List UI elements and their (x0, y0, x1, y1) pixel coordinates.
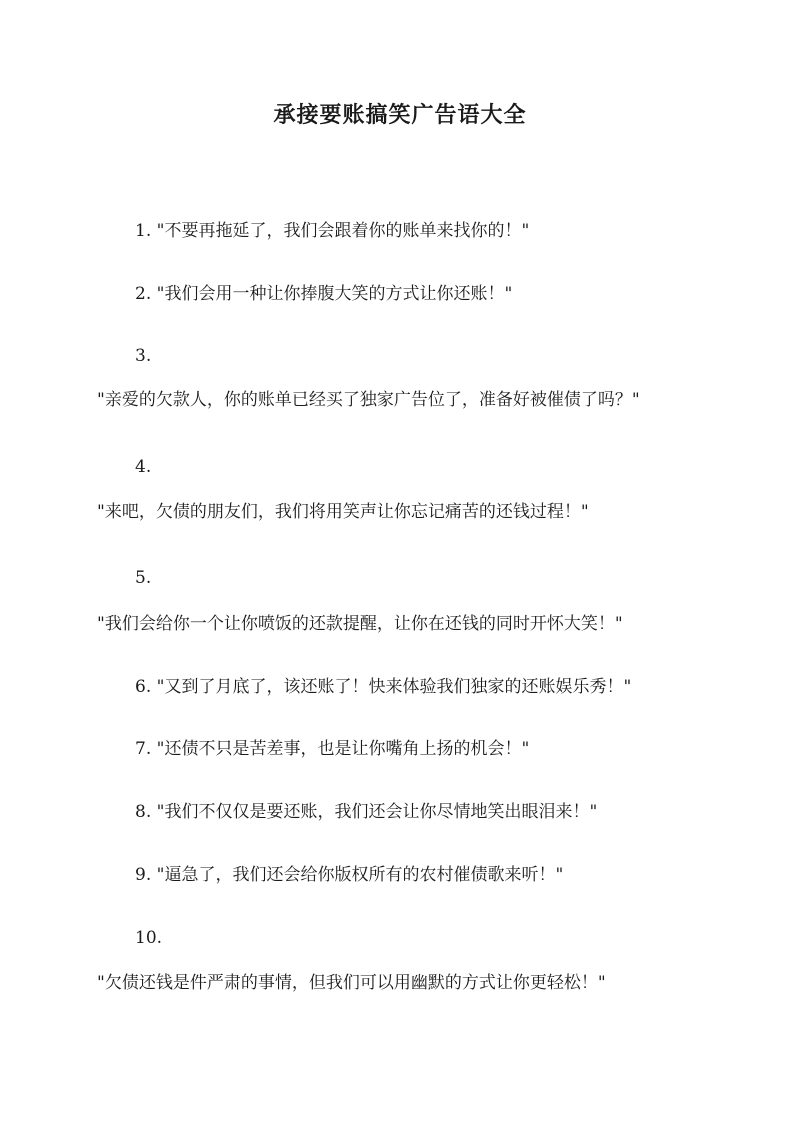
item-number: 6. (135, 677, 152, 697)
list-item (135, 738, 529, 760)
item-number: 8. (135, 802, 152, 822)
item-text: "亲爱的欠款人，你的账单已经买了独家广告位了，准备好被催债了吗？" (97, 390, 640, 410)
item-text: "我们会用一种让你捧腹大笑的方式让你还账！" (156, 284, 513, 304)
item-number: 1. (135, 221, 152, 241)
item-number: 2. (135, 284, 152, 304)
list-item (135, 864, 563, 886)
item-number: 4. (135, 457, 152, 477)
item-number: 9. (135, 865, 152, 885)
item-text: "还债不只是苦差事，也是让你嘴角上扬的机会！" (156, 739, 530, 759)
document-title: 承接要账搞笑广告语大全 (273, 102, 527, 128)
item-text: "我们不仅仅是要还账，我们还会让你尽情地笑出眼泪来！" (156, 802, 598, 822)
item-number: 3. (135, 346, 152, 366)
item-number: 10. (135, 928, 163, 948)
item-text: "来吧，欠债的朋友们，我们将用笑声让你忘记痛苦的还钱过程！" (97, 502, 589, 522)
item-number: 5. (135, 568, 152, 588)
list-item (135, 283, 512, 305)
item-text: "又到了月底了，该还账了！快来体验我们独家的还账娱乐秀！" (156, 677, 632, 697)
list-item (135, 220, 529, 242)
item-text: "不要再拖延了，我们会跟着你的账单来找你的！" (156, 221, 530, 241)
item-number: 7. (135, 739, 152, 759)
item-text: "欠债还钱是件严肃的事情，但我们可以用幽默的方式让你更轻松！" (97, 973, 606, 993)
item-text: "我们会给你一个让你喷饭的还款提醒，让你在还钱的同时开怀大笑！" (97, 614, 623, 634)
list-item (135, 801, 597, 823)
item-text: "逼急了，我们还会给你版权所有的农村催债歌来听！" (156, 865, 564, 885)
list-item (135, 676, 631, 698)
